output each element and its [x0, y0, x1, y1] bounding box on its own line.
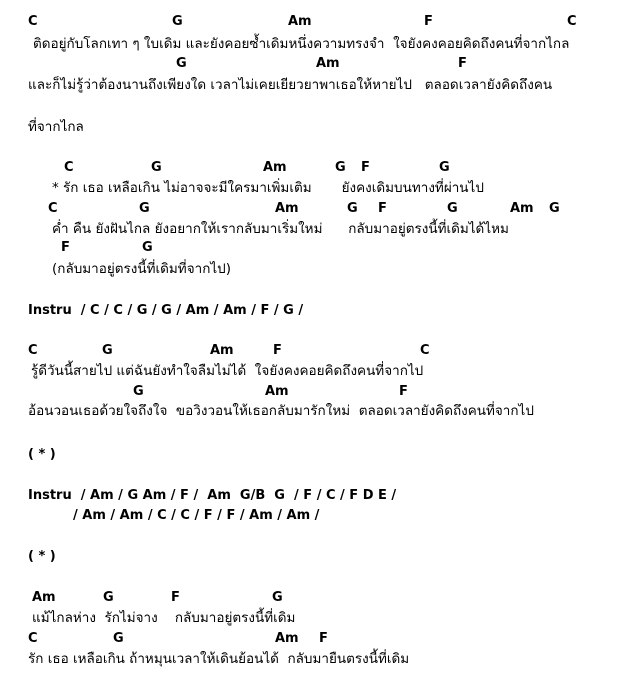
chord: G: [151, 160, 162, 175]
chord: G: [133, 384, 144, 399]
chord: Am: [288, 14, 312, 29]
lyric-line: แม้ไกลห่าง รักไม่จาง กลับมาอยู่ตรงนี้ที่เดิม: [32, 610, 296, 626]
chord: Am: [32, 590, 56, 605]
chord: Am: [265, 384, 289, 399]
chord: C: [28, 631, 38, 646]
instrumental-line: Instru / C / C / G / G / Am / Am / F / G /: [28, 303, 304, 318]
chord: Am: [275, 631, 299, 646]
chord: C: [567, 14, 577, 29]
instrumental-line: Instru / Am / G Am / F / Am G/B G / F / C / F D E /: [28, 488, 397, 503]
chord: Am: [316, 56, 340, 71]
lyric-line: และก็ไม่รู้ว่าต้องนานถึงเพียงใด เวลาไม่เคยเยียวยาพาเธอให้หายไป ตลอดเวลายังคิดถึงคน: [28, 77, 553, 93]
chord: G: [347, 201, 358, 216]
chord: C: [28, 343, 38, 358]
chord: G: [335, 160, 346, 175]
lyric-line: * รัก เธอ เหลือเกิน ไม่อาจจะมีใครมาเพิ่มเติม ยังคงเดิมบนทางที่ผ่านไป: [52, 180, 484, 196]
chord: C: [28, 14, 38, 29]
chord: G: [102, 343, 113, 358]
chord: G: [447, 201, 458, 216]
chord: Am: [210, 343, 234, 358]
chord: C: [420, 343, 430, 358]
lyric-line: อ้อนวอนเธอด้วยใจถึงใจ ขอวิงวอนให้เธอกลับมารักใหม่ ตลอดเวลายังคิดถึงคนที่จากไป: [28, 403, 534, 419]
chord: F: [458, 56, 467, 71]
chord: G: [439, 160, 450, 175]
lyric-line: รัก เธอ เหลือเกิน ถ้าหมุนเวลาให้เดินย้อนได้ กลับมายืนตรงนี้ที่เดิม: [28, 651, 410, 667]
chord: G: [113, 631, 124, 646]
lyric-line: ที่จากไกล: [28, 119, 84, 135]
chord: C: [64, 160, 74, 175]
chorus-repeat-marker: ( * ): [28, 447, 56, 462]
chord: F: [378, 201, 387, 216]
chord: F: [361, 160, 370, 175]
chord: G: [176, 56, 187, 71]
chord: F: [399, 384, 408, 399]
chord: G: [103, 590, 114, 605]
chord: C: [48, 201, 58, 216]
chord: F: [319, 631, 328, 646]
chord: Am: [510, 201, 534, 216]
chord: F: [171, 590, 180, 605]
chorus-repeat-marker: ( * ): [28, 549, 56, 564]
chord: F: [424, 14, 433, 29]
chord: Am: [275, 201, 299, 216]
lyric-line: ติดอยู่กับโลกเทา ๆ ใบเดิม และยังคอยซ้ำเดิมหนึ่งความทรงจำ ใจยังคงคอยคิดถึงคนที่จากไกล: [33, 36, 570, 52]
instrumental-line: / Am / Am / C / C / F / F / Am / Am /: [73, 508, 320, 523]
chord: Am: [263, 160, 287, 175]
chord: G: [139, 201, 150, 216]
chord: F: [61, 240, 70, 255]
chord: F: [273, 343, 282, 358]
chord: G: [272, 590, 283, 605]
lyric-line: (กลับมาอยู่ตรงนี้ที่เดิมที่จากไป): [52, 261, 231, 277]
chord: G: [172, 14, 183, 29]
lyric-line: ค่ำ คืน ยังฝันไกล ยังอยากให้เรากลับมาเริ่มใหม่ กลับมาอยู่ตรงนี้ที่เดิมได้ไหม: [52, 221, 509, 237]
chord: G: [142, 240, 153, 255]
lyric-line: รู้ดีวันนี้สายไป แต่ฉันยังทำใจลืมไม่ได้ ใจยังคงคอยคิดถึงคนที่จากไป: [31, 363, 424, 379]
chord: G: [549, 201, 560, 216]
